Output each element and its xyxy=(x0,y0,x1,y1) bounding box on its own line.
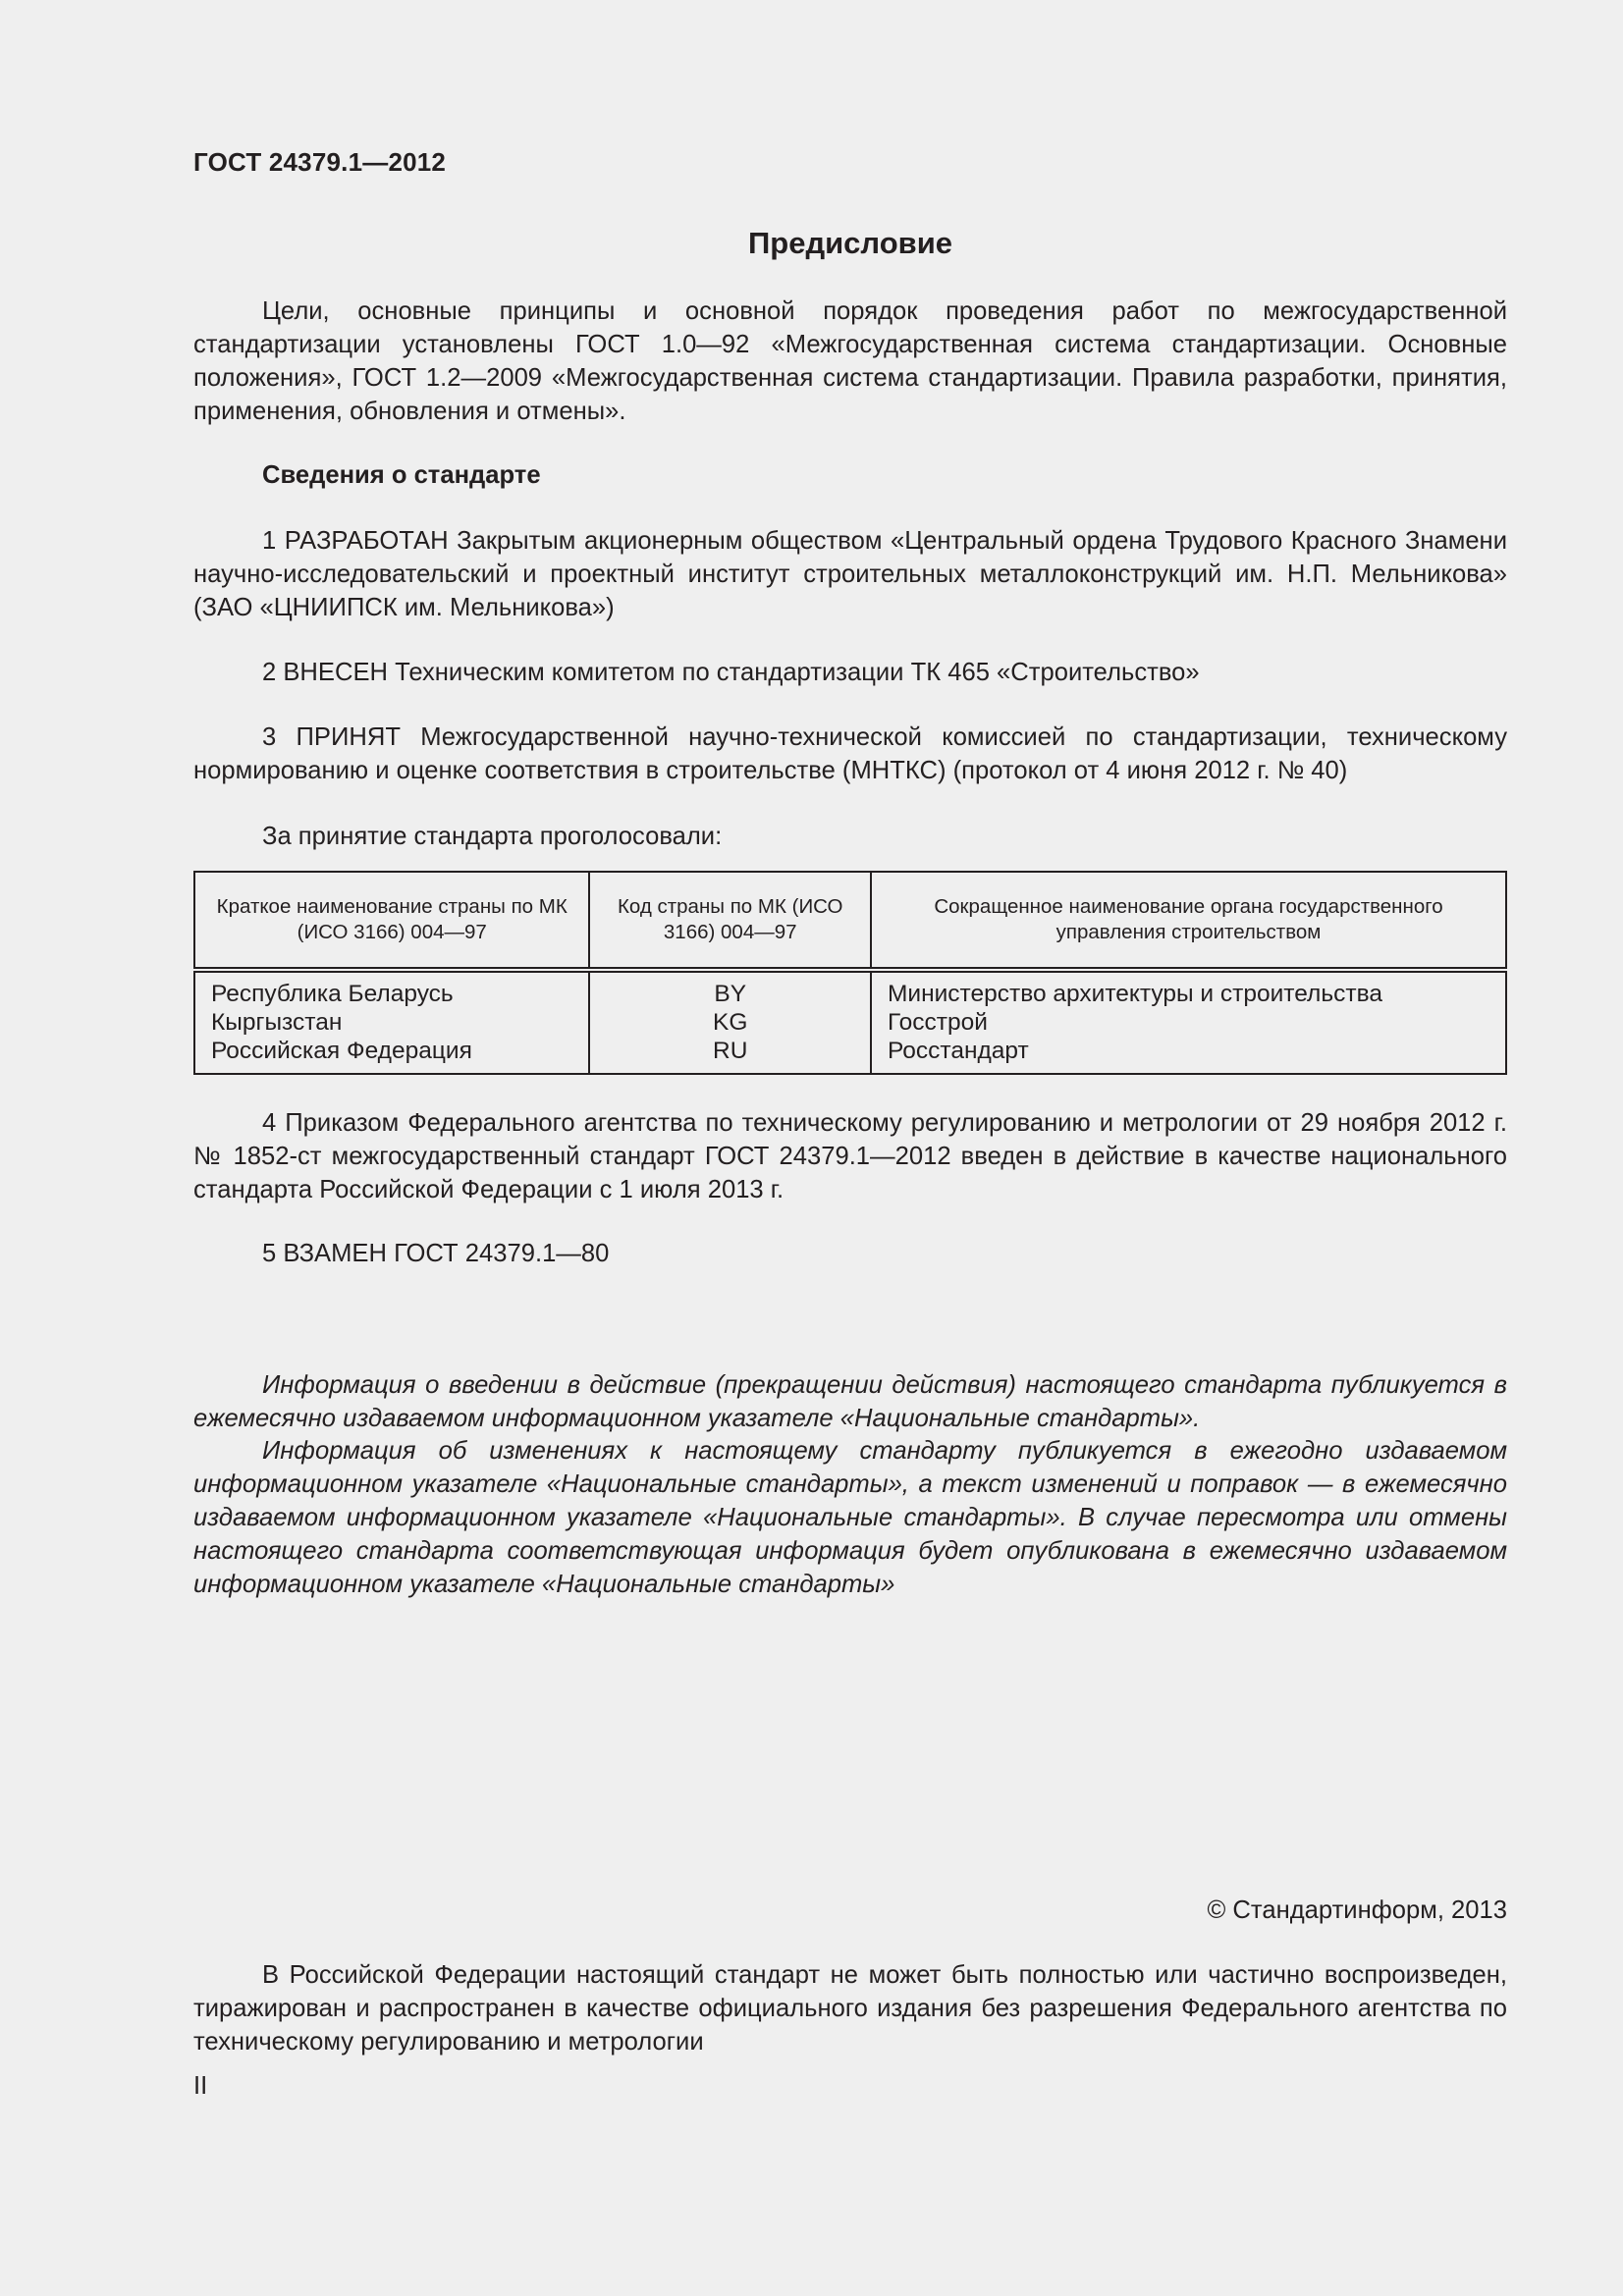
item-adopted: 3 ПРИНЯТ Межгосударственной научно-технической комиссией по стандартизации, техническому нормированию и оценке соответствия в строительстве (МНТКС) (протокол от 4 июня 2012 г. № 40) xyxy=(193,723,1507,784)
voting-table-header xyxy=(194,872,1506,970)
document-page xyxy=(193,0,1507,2296)
preface-title: Предисловие xyxy=(747,226,952,260)
item-developed: 1 РАЗРАБОТАН Закрытым акционерным обществом «Центральный ордена Трудового Красного Знамени научно-исследовательский и проектный институт строительных металлоконструкций им. Н.П. Мельникова» (ЗАО «ЦНИИПСК им. Мельникова») xyxy=(193,527,1507,621)
country-column xyxy=(194,970,589,1074)
header-authority: Сокращенное наименование органа государственного управления строительством xyxy=(871,872,1506,970)
item-replaces: 5 ВЗАМЕН ГОСТ 24379.1—80 xyxy=(262,1240,610,1267)
voting-table-body xyxy=(194,970,1506,1074)
country-cell: Кыргызстан xyxy=(211,1009,343,1036)
header-country-name: Краткое наименование страны по МК (ИСО 3166) 004—97 xyxy=(194,872,589,970)
notice-changes-info: Информация об изменениях к настоящему стандарту публикуется в ежегодно издаваемом информационном указателе «Национальные стандарты», а текст изменений и поправок — в ежемесячно издаваемом информационном указателе «Национальные стандарты». В случае пересмотра или отмены настоящего стандарта соответствующая информация будет опубликована в ежемесячно издаваемом информационном указателе «Национальные стандарты» xyxy=(193,1437,1507,1598)
authority-column xyxy=(871,970,1506,1074)
preface-intro: Цели, основные принципы и основной порядок проведения работ по межгосударственной стандартизации установлены ГОСТ 1.0—92 «Межгосударственная система стандартизации. Основные положения», ГОСТ 1.2—2009 «Межгосударственная система стандартизации. Правила разработки, принятия, применения, обновления и отмены». xyxy=(193,297,1507,425)
header-country-code: Код страны по МК (ИСО 3166) 004—97 xyxy=(589,872,871,970)
rights-notice: В Российской Федерации настоящий стандарт не может быть полностью или частично воспроизведен, тиражирован и распространен в качестве официального издания без разрешения Федерального агентства по техническому регулированию и метрологии xyxy=(193,1961,1507,2056)
country-cell: Российская Федерация xyxy=(211,1038,472,1064)
standard-info-heading: Сведения о стандарте xyxy=(262,461,541,489)
item-submitted: 2 ВНЕСЕН Техническим комитетом по стандартизации ТК 465 «Строительство» xyxy=(262,659,1200,686)
code-cell: BY xyxy=(714,981,747,1007)
voting-table xyxy=(193,871,1507,1075)
item-enacted: 4 Приказом Федерального агентства по техническому регулированию и метрологии от 29 ноября 2012 г. № 1852-ст межгосударственный стандарт ГОСТ 24379.1—2012 введен в действие в качестве национального стандарта Российской Федерации с 1 июля 2013 г. xyxy=(193,1109,1507,1203)
code-cell: KG xyxy=(713,1009,748,1036)
notice-enactment-info: Информация о введении в действие (прекращении действия) настоящего стандарта публикуется в ежемесячно издаваемом информационном указателе «Национальные стандарты». xyxy=(193,1371,1507,1432)
code-column xyxy=(589,970,871,1074)
code-cell: RU xyxy=(713,1038,748,1064)
authority-cell: Госстрой xyxy=(888,1009,988,1036)
authority-cell: Росстандарт xyxy=(888,1038,1029,1064)
country-cell: Республика Беларусь xyxy=(211,981,454,1007)
page-number: II xyxy=(193,2072,208,2100)
copyright: © Стандартинформ, 2013 xyxy=(1207,1896,1507,1924)
document-code: ГОСТ 24379.1—2012 xyxy=(193,147,447,177)
vote-intro: За принятие стандарта проголосовали: xyxy=(262,823,723,850)
authority-cell: Министерство архитектуры и строительства xyxy=(888,981,1382,1007)
